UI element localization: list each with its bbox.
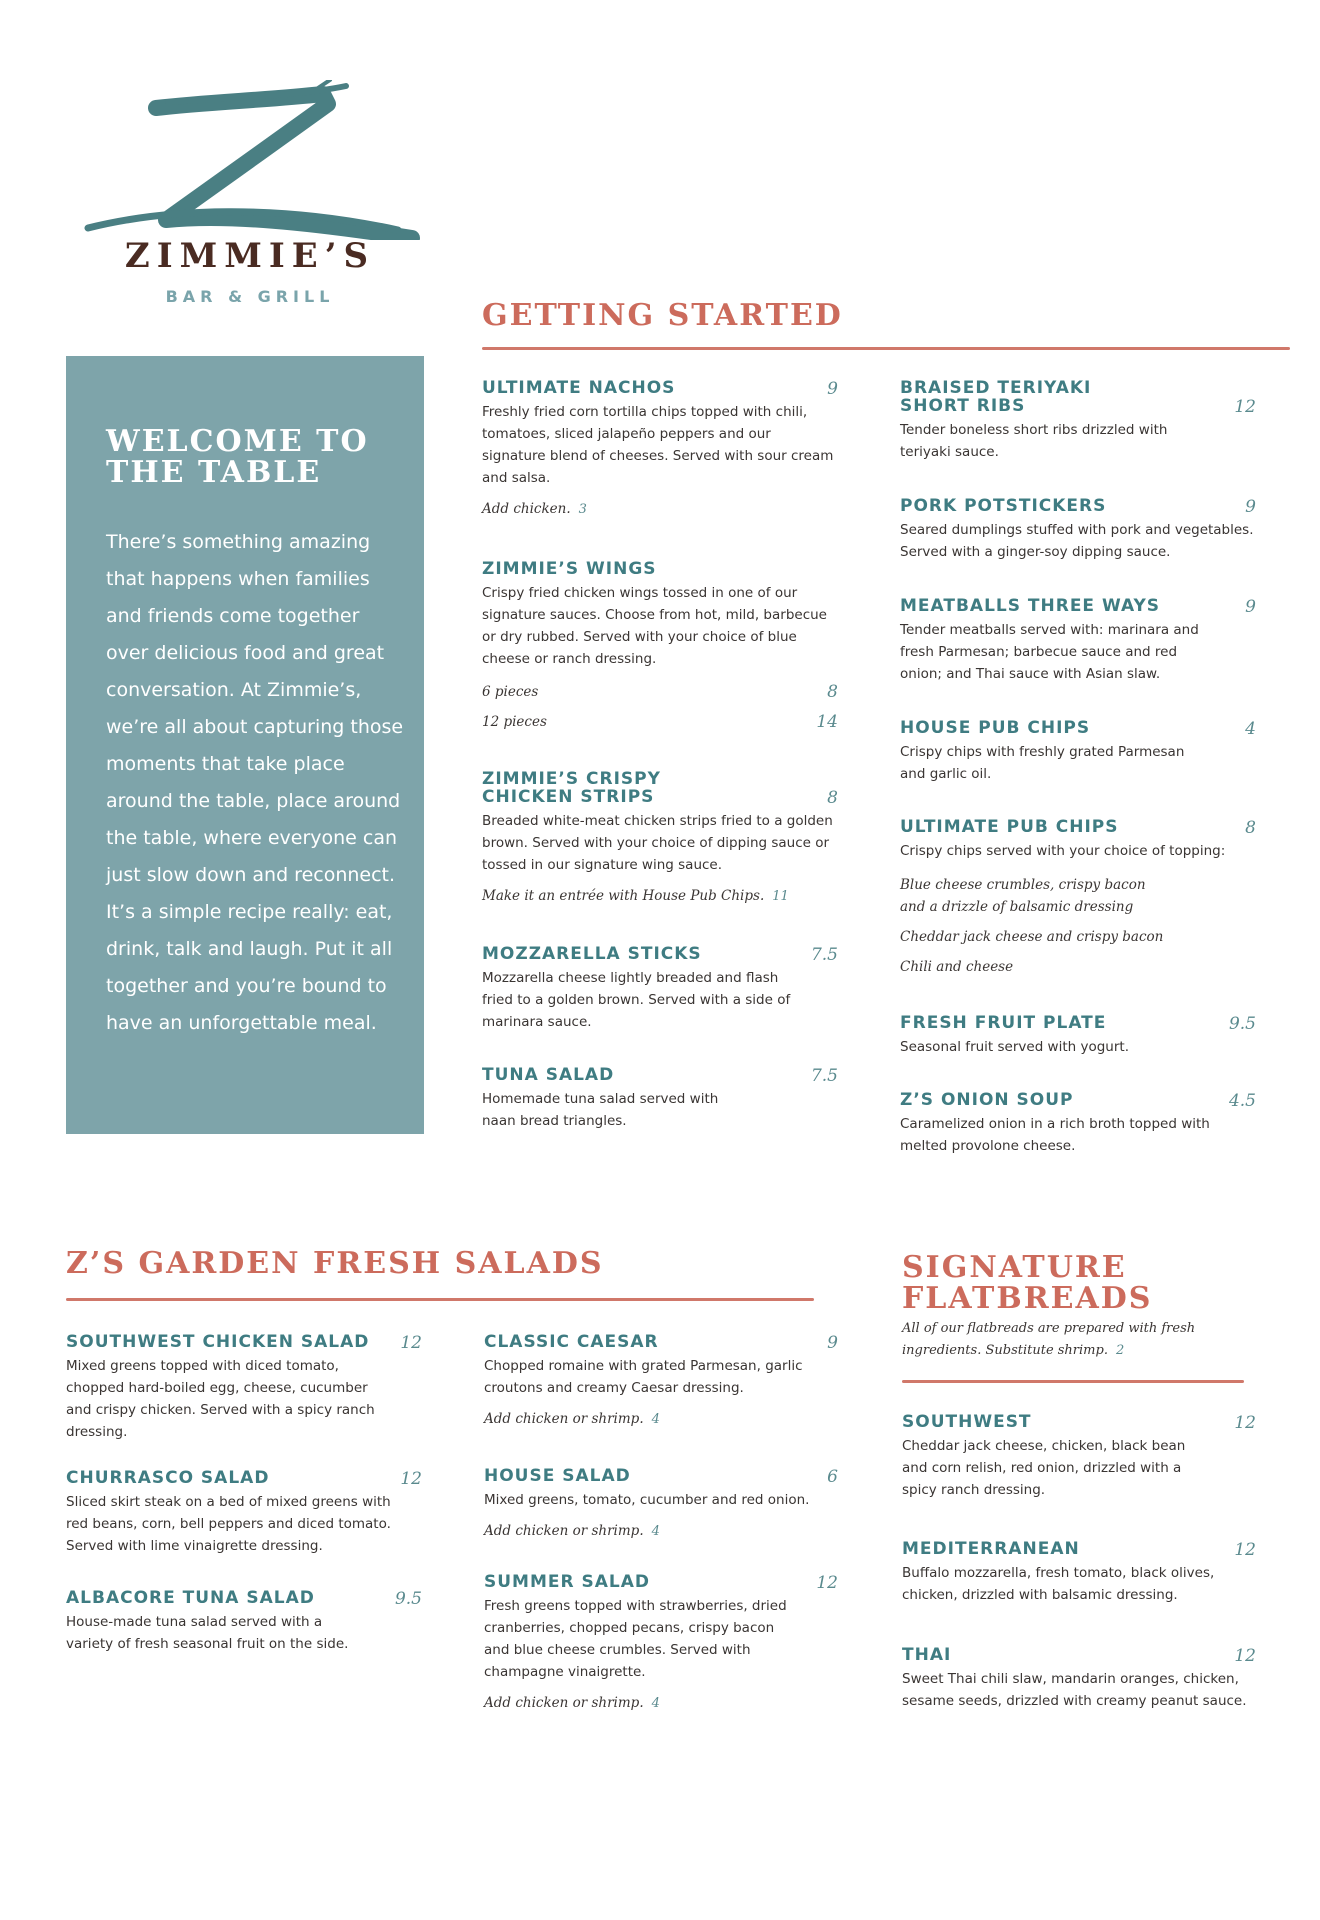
menu-item bbox=[902, 1540, 1256, 1606]
item-price: 12 bbox=[400, 1469, 422, 1489]
item-desc: Tender boneless short ribs drizzled with teriyaki sauce. bbox=[900, 422, 1168, 460]
item-name: THAI bbox=[902, 1645, 952, 1665]
addon-label: Make it an entrée with House Pub Chips. bbox=[482, 888, 765, 904]
size-price: 8 bbox=[827, 682, 838, 702]
topping-option: Chili and cheese bbox=[900, 959, 1014, 975]
item-desc: Buffalo mozzarella, fresh tomato, black olives, chicken, drizzled with balsamic dressing. bbox=[902, 1565, 1215, 1603]
item-price: 12 bbox=[816, 1573, 838, 1593]
item-name: TUNA SALAD bbox=[482, 1065, 615, 1085]
size-label: 12 pieces bbox=[482, 714, 547, 730]
addon-label: Add chicken or shrimp. bbox=[484, 1695, 644, 1711]
item-price: 9 bbox=[827, 1333, 838, 1353]
item-price: 7.5 bbox=[810, 1066, 838, 1086]
topping-option: Blue cheese crumbles, crispy bacon and a drizzle of balsamic dressing bbox=[900, 877, 1146, 915]
welcome-title: WELCOME TO THE TABLE bbox=[106, 424, 369, 490]
size-label: 6 pieces bbox=[482, 684, 539, 700]
size-row bbox=[482, 714, 838, 736]
item-desc: Breaded white-meat chicken strips fried to a golden brown. Served with your choice of dipping sauce or tossed in our signature wing sauce. bbox=[482, 813, 833, 873]
addon-price: 4 bbox=[651, 1696, 660, 1711]
item-desc: Caramelized onion in a rich broth topped with melted provolone cheese. bbox=[900, 1116, 1210, 1154]
flatbreads-rule bbox=[902, 1380, 1244, 1383]
size-row bbox=[482, 684, 838, 706]
item-price: 12 bbox=[400, 1333, 422, 1353]
menu-item bbox=[482, 379, 838, 517]
menu-item bbox=[482, 770, 838, 904]
item-name: MEDITERRANEAN bbox=[902, 1539, 1080, 1559]
item-desc: House-made tuna salad served with a variety of fresh seasonal fruit on the side. bbox=[66, 1614, 349, 1652]
item-desc: Mixed greens, tomato, cucumber and red onion. bbox=[484, 1492, 810, 1508]
item-name: HOUSE SALAD bbox=[484, 1466, 631, 1486]
menu-item bbox=[66, 1333, 422, 1443]
menu-item bbox=[900, 597, 1256, 685]
addon-label: Add chicken or shrimp. bbox=[484, 1411, 644, 1427]
flatbreads-intro-text: All of our flatbreads are prepared with fresh ingredients. Substitute shrimp. bbox=[902, 1321, 1196, 1358]
item-addon bbox=[484, 1411, 838, 1427]
item-name: Z’S ONION SOUP bbox=[900, 1090, 1074, 1110]
item-price: 9.5 bbox=[394, 1589, 422, 1609]
welcome-body: There’s something amazing that happens when families and friends come together over delicious food and great conversation. At Zimmie’s, we’re all about capturing those moments that take place around the table, place around the table, where everyone can just slow down and reconnect. It’s a simple recipe really: eat, drink, talk and laugh. Put it all together and you’re bound to have an unforgettable meal. bbox=[106, 531, 404, 1034]
item-name: BRAISED TERIYAKI SHORT RIBS bbox=[900, 378, 1092, 416]
item-desc: Seared dumplings stuffed with pork and vegetables. Served with a ginger-soy dipping sauce. bbox=[900, 522, 1254, 560]
item-desc: Mozzarella cheese lightly breaded and flash fried to a golden brown. Served with a side of marinara sauce. bbox=[482, 970, 791, 1030]
salads-rule bbox=[66, 1298, 814, 1301]
item-desc: Tender meatballs served with: marinara and fresh Parmesan; barbecue sauce and red onion; and Thai sauce with Asian slaw. bbox=[900, 622, 1199, 682]
addon-price: 3 bbox=[578, 502, 587, 517]
item-name: ZIMMIE’S WINGS bbox=[482, 559, 657, 579]
item-name: MEATBALLS THREE WAYS bbox=[900, 596, 1161, 616]
addon-label: Add chicken. bbox=[482, 501, 571, 517]
menu-item bbox=[902, 1413, 1256, 1501]
menu-item bbox=[484, 1573, 838, 1711]
item-name: ULTIMATE PUB CHIPS bbox=[900, 817, 1119, 837]
item-price: 9 bbox=[1245, 597, 1256, 617]
item-price: 9 bbox=[827, 379, 838, 399]
item-name: SOUTHWEST CHICKEN SALAD bbox=[66, 1332, 370, 1352]
menu-item bbox=[482, 945, 838, 1033]
menu-item bbox=[482, 560, 838, 736]
item-price: 9.5 bbox=[1228, 1014, 1256, 1034]
item-desc: Crispy fried chicken wings tossed in one of our signature sauces. Choose from hot, mild, barbecue or dry rubbed. Served with your choice of blue cheese or ranch dressing. bbox=[482, 585, 827, 667]
addon-price: 4 bbox=[651, 1524, 660, 1539]
menu-item bbox=[900, 719, 1256, 785]
item-desc: Cheddar jack cheese, chicken, black bean and corn relish, red onion, drizzled with a spicy ranch dressing. bbox=[902, 1438, 1186, 1498]
item-desc: Crispy chips with freshly grated Parmesan and garlic oil. bbox=[900, 744, 1185, 782]
item-addon bbox=[484, 1695, 838, 1711]
item-desc: Homemade tuna salad served with naan bread triangles. bbox=[482, 1091, 719, 1129]
item-addon bbox=[482, 501, 838, 517]
menu-item bbox=[900, 497, 1256, 563]
item-desc: Fresh greens topped with strawberries, dried cranberries, chopped pecans, crispy bacon and blue cheese crumbles. Served with champagne vinaigrette. bbox=[484, 1598, 787, 1680]
item-desc: Crispy chips served with your choice of topping: bbox=[900, 843, 1226, 859]
item-price: 6 bbox=[827, 1467, 838, 1487]
salads-title: Z’S GARDEN FRESH SALADS bbox=[66, 1246, 604, 1281]
addon-label: Add chicken or shrimp. bbox=[484, 1523, 644, 1539]
item-addon bbox=[484, 1523, 838, 1539]
menu-item bbox=[902, 1646, 1256, 1712]
item-price: 4.5 bbox=[1228, 1091, 1256, 1111]
flatbreads-intro bbox=[902, 1318, 1262, 1362]
menu-item bbox=[900, 379, 1256, 463]
addon-price: 11 bbox=[772, 889, 789, 904]
menu-item bbox=[900, 1091, 1256, 1157]
item-desc: Sweet Thai chili slaw, mandarin oranges, chicken, sesame seeds, drizzled with creamy peanut sauce. bbox=[902, 1671, 1247, 1709]
item-addon bbox=[482, 888, 838, 904]
getting-started-rule bbox=[482, 347, 1290, 350]
welcome-panel bbox=[66, 356, 424, 1134]
topping-option: Cheddar jack cheese and crispy bacon bbox=[900, 929, 1164, 945]
item-price: 12 bbox=[1234, 1646, 1256, 1666]
zimmies-logo-z bbox=[78, 80, 423, 240]
item-name: CHURRASCO SALAD bbox=[66, 1468, 270, 1488]
item-desc: Sliced skirt steak on a bed of mixed greens with red beans, corn, bell peppers and diced tomato. Served with lime vinaigrette dressing. bbox=[66, 1494, 391, 1554]
item-price: 12 bbox=[1234, 397, 1256, 417]
item-name: ZIMMIE’S CRISPY CHICKEN STRIPS bbox=[482, 769, 661, 807]
item-price: 8 bbox=[1245, 818, 1256, 838]
item-name: SOUTHWEST bbox=[902, 1412, 1032, 1432]
menu-item bbox=[900, 818, 1256, 978]
item-price: 12 bbox=[1234, 1413, 1256, 1433]
item-desc: Mixed greens topped with diced tomato, chopped hard-boiled egg, cheese, cucumber and crispy chicken. Served with a spicy ranch dressing. bbox=[66, 1358, 375, 1440]
item-name: FRESH FRUIT PLATE bbox=[900, 1013, 1107, 1033]
flatbreads-intro-price: 2 bbox=[1115, 1343, 1125, 1358]
menu-item bbox=[900, 1014, 1256, 1058]
item-name: SUMMER SALAD bbox=[484, 1572, 651, 1592]
menu-item bbox=[66, 1469, 422, 1557]
item-name: CLASSIC CAESAR bbox=[484, 1332, 659, 1352]
menu-item bbox=[482, 1066, 838, 1132]
item-name: MOZZARELLA STICKS bbox=[482, 944, 702, 964]
item-price: 8 bbox=[827, 788, 838, 808]
item-name: PORK POTSTICKERS bbox=[900, 496, 1107, 516]
menu-item bbox=[484, 1333, 838, 1427]
size-price: 14 bbox=[816, 712, 838, 732]
item-desc: Chopped romaine with grated Parmesan, garlic croutons and creamy Caesar dressing. bbox=[484, 1358, 803, 1396]
item-price: 9 bbox=[1245, 497, 1256, 517]
menu-item bbox=[66, 1589, 422, 1655]
addon-price: 4 bbox=[651, 1412, 660, 1427]
getting-started-title: GETTING STARTED bbox=[482, 298, 843, 333]
flatbreads-title: SIGNATURE FLATBREADS bbox=[902, 1250, 1153, 1316]
item-price: 7.5 bbox=[810, 945, 838, 965]
item-desc: Seasonal fruit served with yogurt. bbox=[900, 1039, 1129, 1055]
menu-item bbox=[484, 1467, 838, 1539]
brand-name: ZIMMIE’S bbox=[124, 236, 376, 276]
item-price: 4 bbox=[1245, 719, 1256, 739]
item-name: HOUSE PUB CHIPS bbox=[900, 718, 1091, 738]
item-desc: Freshly fried corn tortilla chips topped with chili, tomatoes, sliced jalapeño peppers and our signature blend of cheeses. Served with sour cream and salsa. bbox=[482, 404, 834, 486]
item-price: 12 bbox=[1234, 1540, 1256, 1560]
item-name: ULTIMATE NACHOS bbox=[482, 378, 676, 398]
brand-subtitle: BAR & GRILL bbox=[165, 287, 335, 306]
item-name: ALBACORE TUNA SALAD bbox=[66, 1588, 315, 1608]
